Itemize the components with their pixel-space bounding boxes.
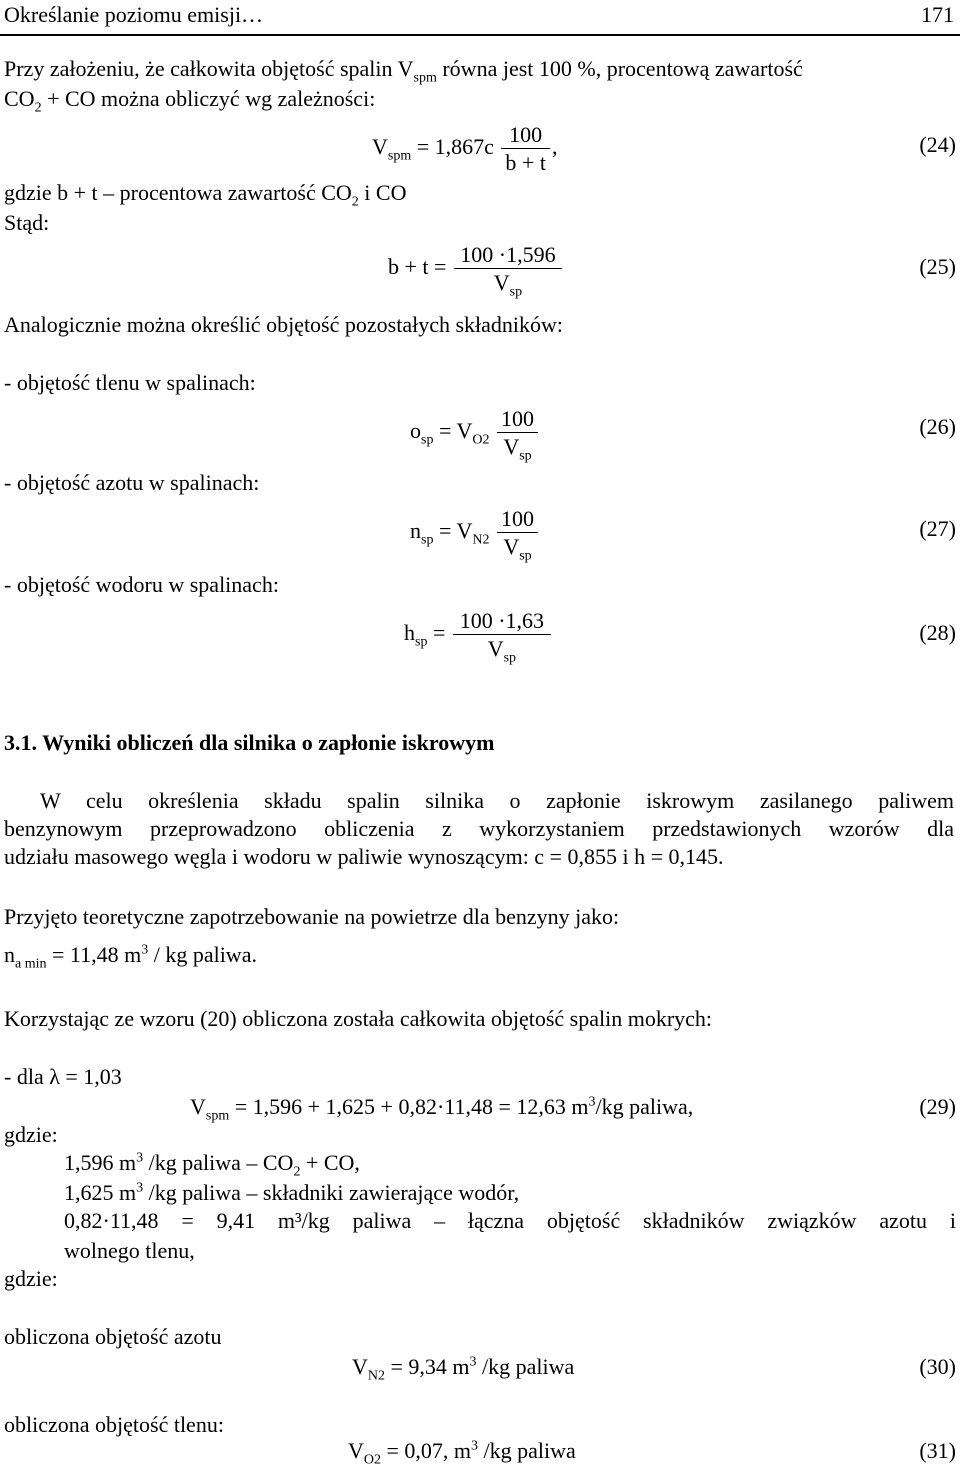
equation-number-30: (30) xyxy=(919,1354,956,1379)
para1-line-1: W celu określenia składu spalin silnika o zapłonie iskrowym zasilanego paliwem xyxy=(40,788,954,813)
page-number: 171 xyxy=(921,2,954,27)
gdzie-bt-line: gdzie b + t – procentowa zawartość $CO_2$ i CO xyxy=(4,180,407,210)
equation-29: $V_{spm} = 1,596 + 1,625 + 0,82\cdot 11,48 = 12,63$ $m^3/kg$ paliwa, xyxy=(190,1094,694,1124)
namin-formula: $n_{a min} = 11,48$ $m^3$ / kg paliwa. xyxy=(4,942,257,972)
analog-line: Analogicznie można określić objętość pozostałych składników: xyxy=(4,312,564,337)
item-h2o: 1,625 $m^3$ /kg paliwa – składniki zawierające wodór, xyxy=(64,1180,520,1205)
equation-28: $h_{sp}$ = $\frac{100 \cdot 1,63}{V_{sp}}$ xyxy=(404,600,553,666)
equation-25: b + t = $\frac{100 \cdot 1,596}{V_{sp}}$ xyxy=(388,234,564,300)
azot-label: - objętość azotu w spalinach: xyxy=(4,470,260,495)
tlen-label: - objętość tlenu w spalinach: xyxy=(4,370,256,395)
gdzie-1: gdzie: xyxy=(4,1122,58,1147)
para3-line: Korzystając ze wzoru (20) obliczona została całkowita objętość spalin mokrych: xyxy=(4,1006,713,1031)
azot-calc-label: obliczona objętość azotu xyxy=(4,1324,222,1349)
intro-line-2: $CO_2$ + CO można obliczyć wg zależności: xyxy=(4,86,376,116)
equation-number-25: (25) xyxy=(919,254,956,279)
wodor-label: - objętość wodoru w spalinach: xyxy=(4,572,279,597)
equation-27: $n_{sp} = V_{N2}$ $\frac{100}{V_{sp}}$ xyxy=(410,498,540,564)
equation-number-24: (24) xyxy=(919,132,956,157)
stad-label: Stąd: xyxy=(4,210,50,235)
item-n2-o2-cont: wolnego tlenu, xyxy=(64,1238,195,1263)
equation-number-28: (28) xyxy=(919,620,956,645)
equation-30: $V_{N2} = 9,34$ $m^3$ /kg paliwa xyxy=(352,1354,575,1384)
equation-number-31: (31) xyxy=(919,1438,956,1463)
para1-line-2: benzynowym przeprowadzono obliczenia z wykorzystaniem przedstawionych wzorów dla xyxy=(4,816,954,841)
equation-number-29: (29) xyxy=(919,1094,956,1119)
equation-24: $V_{spm} = 1,867c$ $\frac{100}{b + t}$ , xyxy=(372,121,558,176)
header-rule xyxy=(0,34,960,36)
lambda-line: - dla λ = 1,03 xyxy=(4,1064,122,1089)
equation-number-27: (27) xyxy=(919,516,956,541)
equation-number-26: (26) xyxy=(919,414,956,439)
equation-26: $o_{sp} = V_{O2}$ $\frac{100}{V_{sp}}$ xyxy=(410,398,540,464)
item-co2: 1,596 $m^3$ /kg paliwa – $CO_2$ + CO, xyxy=(64,1150,360,1180)
item-n2-o2-line: 0,82·11,48 = 9,41 m³/kg paliwa – łączna objętość składników związków azotu i xyxy=(64,1208,956,1233)
intro-line-1: Przy założeniu, że całkowita objętość spalin $V_{spm}$ równa jest 100 %, procentową zawartość xyxy=(4,56,803,86)
tlen-calc-label: obliczona objętość tlenu: xyxy=(4,1412,224,1437)
para2-line: Przyjęto teoretyczne zapotrzebowanie na powietrze dla benzyny jako: xyxy=(4,904,620,929)
running-header-title: Określanie poziomu emisji… xyxy=(4,2,264,27)
gdzie-2: gdzie: xyxy=(4,1266,58,1291)
section-heading: 3.1. Wyniki obliczeń dla silnika o zapłonie iskrowym xyxy=(4,730,495,755)
equation-31: $V_{O2} = 0,07$, $m^3$ /kg paliwa xyxy=(348,1438,576,1468)
para1-line-3: udziału masowego węgla i wodoru w paliwie wynoszącym: c = 0,855 i h = 0,145. xyxy=(4,844,724,869)
